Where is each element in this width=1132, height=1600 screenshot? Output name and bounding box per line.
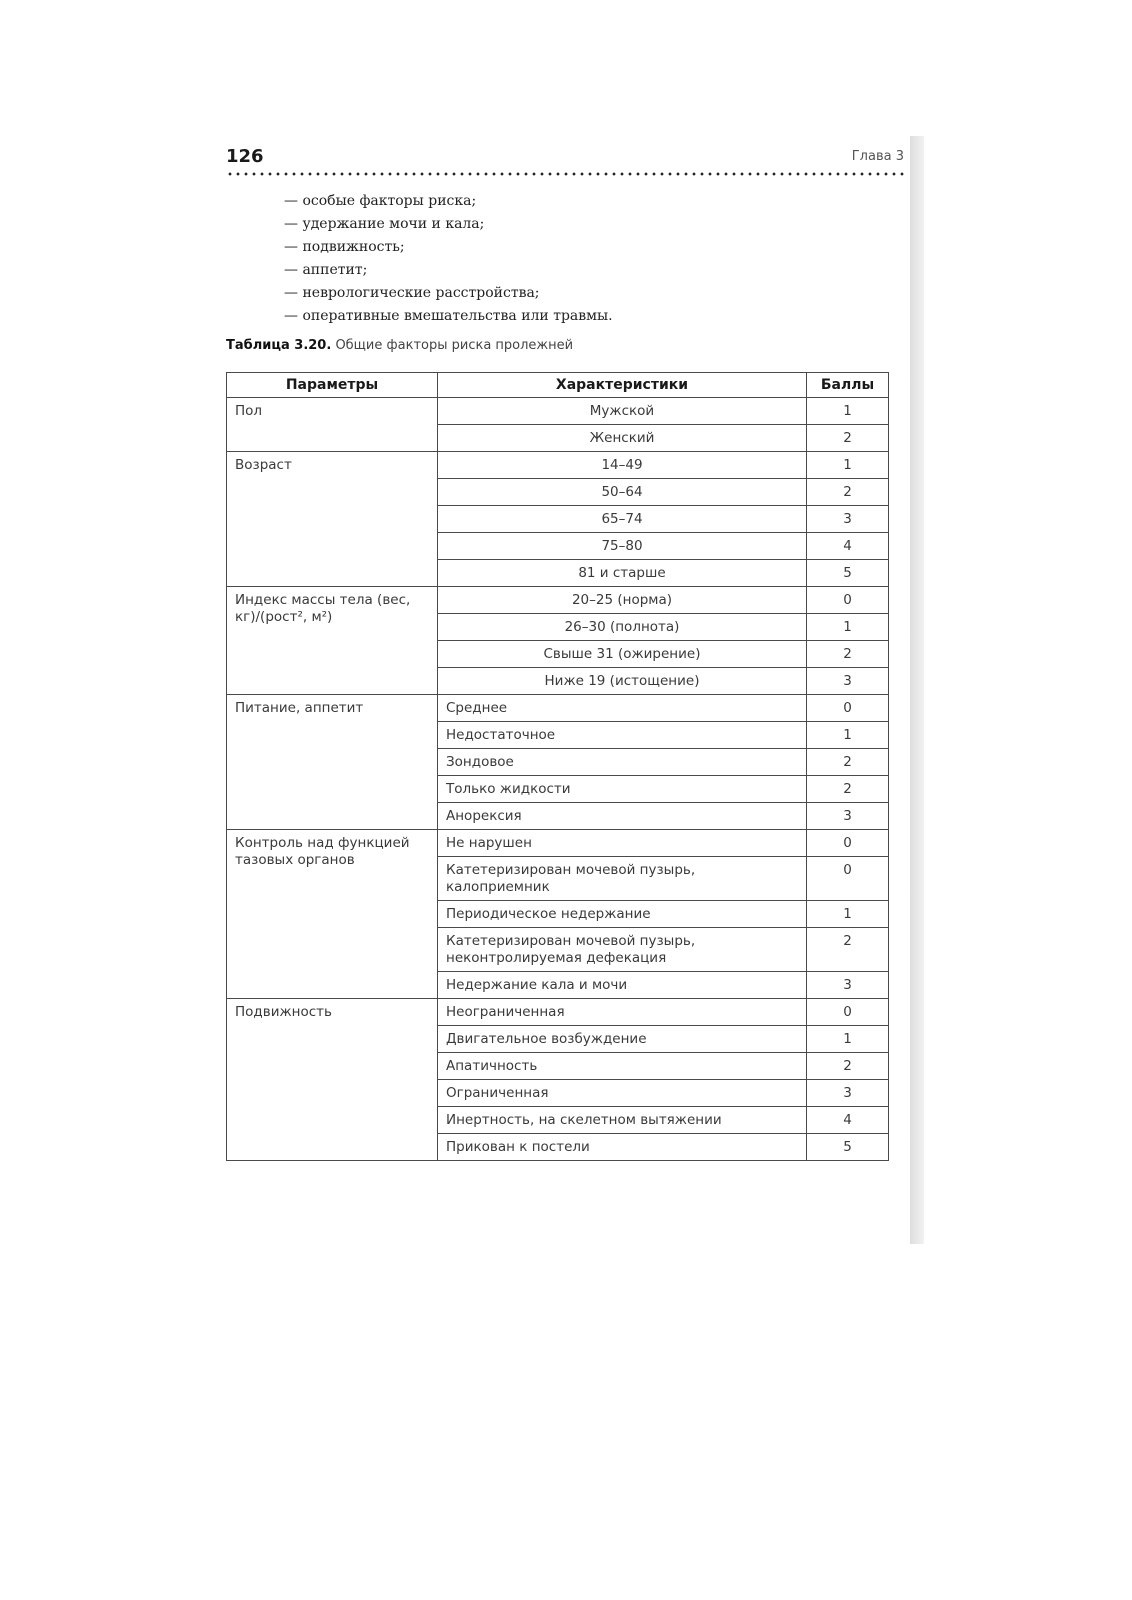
- characteristic-cell: Периодическое недержание: [438, 901, 807, 928]
- score-cell: 3: [807, 803, 889, 830]
- characteristic-cell: Только жидкости: [438, 776, 807, 803]
- characteristic-cell: Инертность, на скелетном вытяжении: [438, 1107, 807, 1134]
- score-cell: 0: [807, 857, 889, 901]
- list-item: — оперативные вмешательства или травмы.: [284, 305, 784, 328]
- score-cell: 2: [807, 425, 889, 452]
- parameter-cell: Возраст: [227, 452, 438, 587]
- risk-factors-table: [226, 372, 889, 1161]
- characteristic-cell: 20–25 (норма): [438, 587, 807, 614]
- score-cell: 1: [807, 901, 889, 928]
- list-item: — особые факторы риска;: [284, 190, 784, 213]
- characteristic-cell: Зондовое: [438, 749, 807, 776]
- characteristic-cell: 81 и старше: [438, 560, 807, 587]
- characteristic-cell: Свыше 31 (ожирение): [438, 641, 807, 668]
- table-row: [227, 452, 889, 479]
- score-cell: 5: [807, 1134, 889, 1161]
- score-cell: 0: [807, 587, 889, 614]
- header-dotted-rule: [226, 172, 908, 176]
- list-item: — удержание мочи и кала;: [284, 213, 784, 236]
- characteristic-cell: Недержание кала и мочи: [438, 972, 807, 999]
- score-cell: 2: [807, 928, 889, 972]
- characteristic-cell: Катетеризирован мочевой пузырь, неконтролируемая дефекация: [438, 928, 807, 972]
- characteristic-cell: Не нарушен: [438, 830, 807, 857]
- characteristic-cell: 65–74: [438, 506, 807, 533]
- characteristic-cell: Прикован к постели: [438, 1134, 807, 1161]
- score-cell: 2: [807, 641, 889, 668]
- header-score: Баллы: [807, 373, 889, 398]
- characteristic-cell: Мужской: [438, 398, 807, 425]
- score-cell: 3: [807, 668, 889, 695]
- table-row: [227, 830, 889, 857]
- page-number: 126: [226, 146, 264, 167]
- characteristic-cell: Катетеризирован мочевой пузырь, калоприемник: [438, 857, 807, 901]
- score-cell: 2: [807, 479, 889, 506]
- characteristic-cell: Женский: [438, 425, 807, 452]
- header-characteristics: Характеристики: [438, 373, 807, 398]
- list-item: — подвижность;: [284, 236, 784, 259]
- parameter-cell: Индекс массы тела (вес, кг)/(рост², м²): [227, 587, 438, 695]
- score-cell: 0: [807, 830, 889, 857]
- score-cell: 5: [807, 560, 889, 587]
- score-cell: 4: [807, 533, 889, 560]
- characteristic-cell: Двигательное возбуждение: [438, 1026, 807, 1053]
- parameter-cell: Пол: [227, 398, 438, 452]
- score-cell: 0: [807, 695, 889, 722]
- characteristic-cell: Неограниченная: [438, 999, 807, 1026]
- characteristic-cell: 26–30 (полнота): [438, 614, 807, 641]
- score-cell: 1: [807, 398, 889, 425]
- score-cell: 1: [807, 722, 889, 749]
- score-cell: 1: [807, 452, 889, 479]
- characteristic-cell: Ниже 19 (истощение): [438, 668, 807, 695]
- score-cell: 1: [807, 614, 889, 641]
- score-cell: 3: [807, 972, 889, 999]
- table-row: [227, 695, 889, 722]
- page-header: [226, 146, 904, 170]
- score-cell: 1: [807, 1026, 889, 1053]
- score-cell: 3: [807, 1080, 889, 1107]
- header-parameters: Параметры: [227, 373, 438, 398]
- chapter-title: Глава 3: [851, 149, 904, 164]
- table-caption-label: Таблица 3.20.: [226, 338, 332, 353]
- list-item: — аппетит;: [284, 259, 784, 282]
- score-cell: 2: [807, 1053, 889, 1080]
- score-cell: 2: [807, 749, 889, 776]
- table-header-row: [227, 373, 889, 398]
- characteristic-cell: 50–64: [438, 479, 807, 506]
- characteristic-cell: 75–80: [438, 533, 807, 560]
- score-cell: 4: [807, 1107, 889, 1134]
- characteristic-cell: Недостаточное: [438, 722, 807, 749]
- table-row: [227, 398, 889, 425]
- score-cell: 3: [807, 506, 889, 533]
- score-cell: 2: [807, 776, 889, 803]
- parameter-cell: Контроль над функцией тазовых органов: [227, 830, 438, 999]
- characteristic-cell: Анорексия: [438, 803, 807, 830]
- parameter-cell: Питание, аппетит: [227, 695, 438, 830]
- table-row: [227, 999, 889, 1026]
- parameter-cell: Подвижность: [227, 999, 438, 1161]
- score-cell: 0: [807, 999, 889, 1026]
- characteristic-cell: 14–49: [438, 452, 807, 479]
- characteristic-cell: Среднее: [438, 695, 807, 722]
- list-item: — неврологические расстройства;: [284, 282, 784, 305]
- characteristic-cell: Апатичность: [438, 1053, 807, 1080]
- characteristic-cell: Ограниченная: [438, 1080, 807, 1107]
- table-caption: [226, 338, 886, 353]
- page-edge-shadow: [910, 136, 924, 1244]
- table-caption-text: Общие факторы риска пролежней: [335, 338, 574, 353]
- risk-factor-list: [284, 190, 784, 328]
- table-row: [227, 587, 889, 614]
